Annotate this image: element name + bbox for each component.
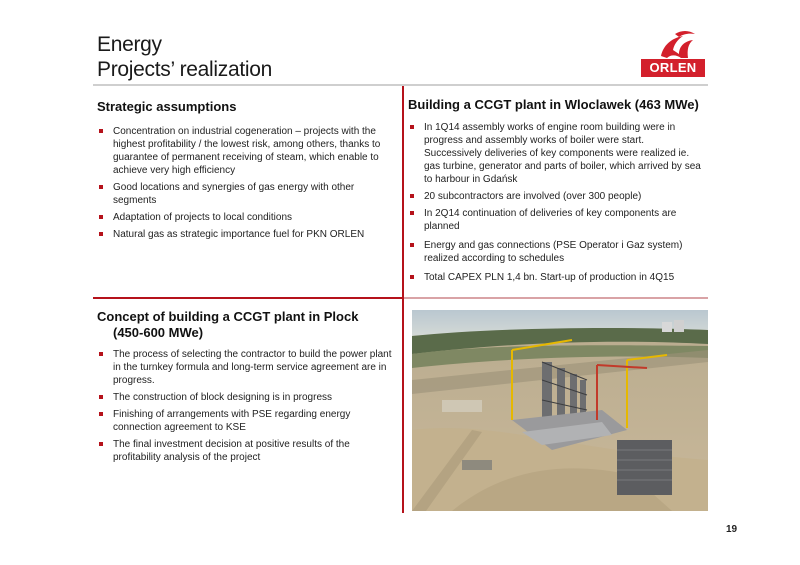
plock-title-line-1: Concept of building a CCGT plant in Plock bbox=[97, 309, 359, 324]
list-item: Finishing of arrangements with PSE regarding energy connection agreement to KSE bbox=[97, 408, 399, 434]
bullet-icon bbox=[410, 275, 414, 279]
vertical-divider bbox=[402, 86, 404, 513]
page-title-line-1: Energy bbox=[97, 33, 162, 56]
header-divider bbox=[93, 84, 708, 86]
wloclawek-list bbox=[408, 121, 704, 288]
bullet-icon bbox=[99, 129, 103, 133]
bullet-icon bbox=[99, 185, 103, 189]
list-item: In 1Q14 assembly works of engine room building were in progress and assembly works of boiler were start. Successively deliveries of key components were realized ie. gas turbine, generator and parts of boiler, which arrived by sea to harbour in Gdańsk bbox=[408, 121, 704, 186]
list-item: Natural gas as strategic importance fuel for PKN ORLEN bbox=[97, 228, 397, 241]
list-item: Good locations and synergies of gas energy with other segments bbox=[97, 181, 397, 207]
plock-title bbox=[97, 309, 397, 341]
strategic-title: Strategic assumptions bbox=[97, 99, 237, 114]
list-item: The process of selecting the contractor to build the power plant in the turnkey formula and long-term service agreement are in progress. bbox=[97, 348, 399, 387]
wloclawek-title: Building a CCGT plant in Wloclawek (463 MWe) bbox=[408, 97, 699, 112]
bullet-icon bbox=[99, 352, 103, 356]
bullet-icon bbox=[99, 412, 103, 416]
construction-site-photo bbox=[412, 310, 708, 511]
list-item: Concentration on industrial cogeneration – projects with the highest profitability / the lowest risk, among others, thanks to guarantee of permanent receiving of steam, which enable to achieve very high efficiency bbox=[97, 125, 397, 177]
bullet-icon bbox=[410, 211, 414, 215]
bullet-icon bbox=[99, 395, 103, 399]
bullet-icon bbox=[410, 125, 414, 129]
bullet-icon bbox=[99, 232, 103, 236]
page-title bbox=[97, 32, 272, 82]
list-item: In 2Q14 continuation of deliveries of key components are planned bbox=[408, 207, 704, 233]
aerial-construction-image bbox=[412, 310, 708, 511]
list-item: Adaptation of projects to local conditions bbox=[97, 211, 397, 224]
page-number: 19 bbox=[726, 524, 738, 535]
list-item: The final investment decision at positive results of the profitability analysis of the project bbox=[97, 438, 399, 464]
logo-wordmark: ORLEN bbox=[641, 59, 705, 77]
list-item: Energy and gas connections (PSE Operator i Gaz system) realized according to schedules bbox=[408, 239, 704, 265]
orlen-logo bbox=[641, 28, 705, 80]
horizontal-divider-right bbox=[404, 297, 708, 299]
plock-title-line-2: (450-600 MWe) bbox=[113, 325, 204, 340]
plock-list bbox=[97, 348, 399, 468]
bullet-icon bbox=[410, 243, 414, 247]
list-item: 20 subcontractors are involved (over 300 people) bbox=[408, 190, 704, 203]
list-item: Total CAPEX PLN 1,4 bn. Start-up of production in 4Q15 bbox=[408, 271, 704, 284]
page-title-line-2: Projects’ realization bbox=[97, 58, 272, 81]
bullet-icon bbox=[99, 442, 103, 446]
horizontal-divider-left bbox=[93, 297, 402, 299]
bullet-icon bbox=[99, 215, 103, 219]
eagle-icon bbox=[641, 28, 705, 60]
strategic-list bbox=[97, 125, 397, 245]
list-item: The construction of block designing is in progress bbox=[97, 391, 399, 404]
bullet-icon bbox=[410, 194, 414, 198]
